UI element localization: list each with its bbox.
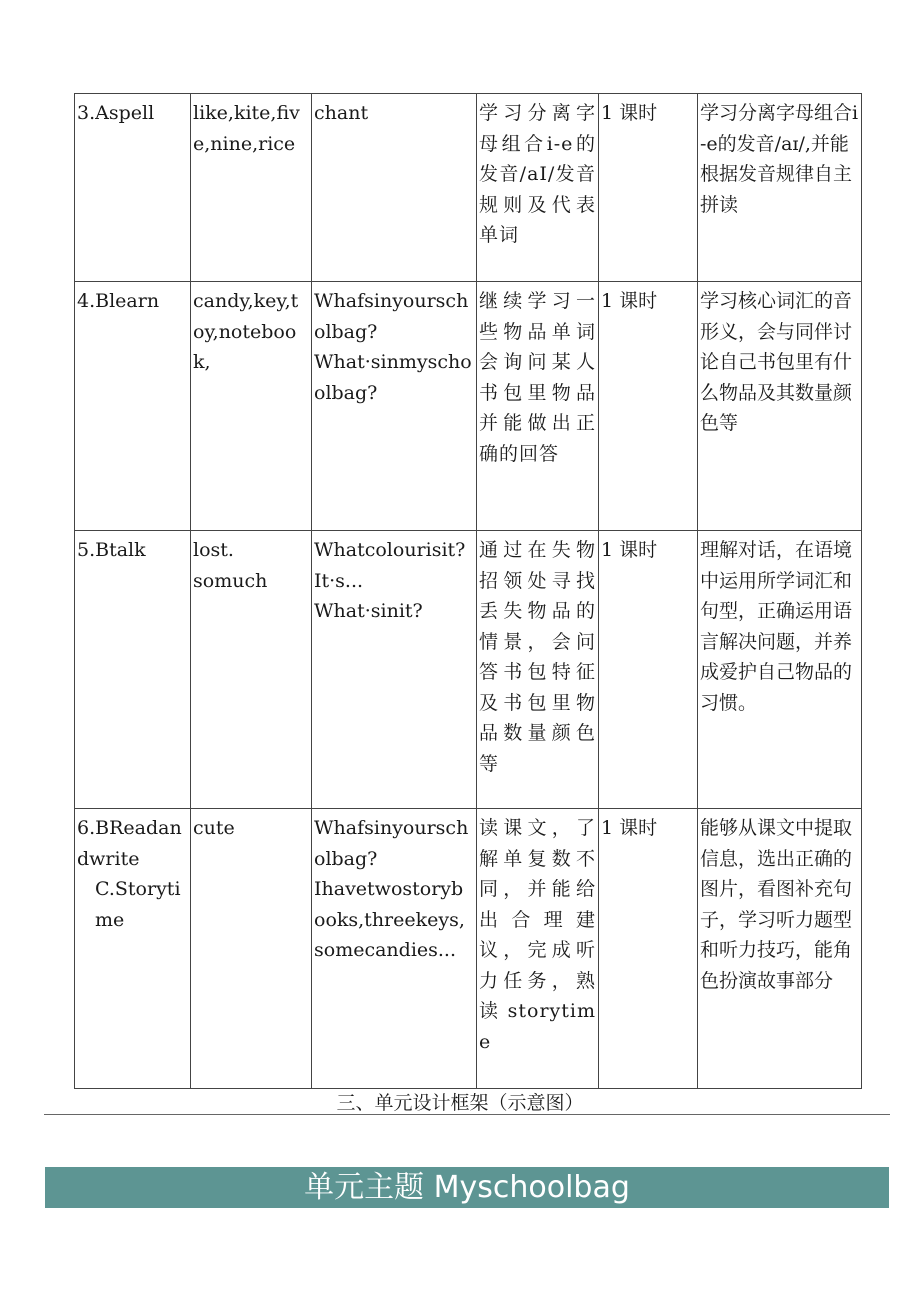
sentences-cell: Whatcolourisit? It·s... What·sinit? (312, 531, 477, 809)
section-caption: 三、单元设计框架（示意图） (336, 1092, 584, 1114)
detail-cell: 学习分离字母组合i-e的发音/aɪ/,并能根据发音规律自主拼读 (698, 94, 862, 282)
table-row (75, 531, 862, 809)
goal-cell: 通过在失物招领处寻找丢失物品的情景，会问答书包特征及书包里物品数量颜色等 (477, 531, 599, 809)
lesson-cell: 6.BReadandwrite C.Storytime (75, 809, 191, 1089)
hours-cell: 1 课时 (599, 94, 698, 282)
words-cell: candy,key,toy,notebook, (191, 282, 312, 531)
lesson-plan-table (74, 93, 862, 1089)
divider (44, 1114, 890, 1115)
goal-cell: 继续学习一些物品单词会询问某人书包里物品并能做出正确的回答 (477, 282, 599, 531)
table-row (75, 809, 862, 1089)
table-row (75, 282, 862, 531)
lesson-cell: 4.Blearn (75, 282, 191, 531)
hours-cell: 1 课时 (599, 282, 698, 531)
hours-cell: 1 课时 (599, 531, 698, 809)
hours-cell: 1 课时 (599, 809, 698, 1089)
goal-cell: 学习分离字母组合i-e的发音/aI/发音规则及代表单词 (477, 94, 599, 282)
lesson-cell: 5.Btalk (75, 531, 191, 809)
detail-cell: 能够从课文中提取信息，选出正确的图片，看图补充句子，学习听力题型和听力技巧，能角色扮演故事部分 (698, 809, 862, 1089)
unit-theme-banner: 单元主题 Myschoolbag (45, 1167, 889, 1208)
lesson-cell: 3.Aspell (75, 94, 191, 282)
detail-cell: 理解对话，在语境中运用所学词汇和句型，正确运用语言解决问题，并养成爱护自己物品的习惯。 (698, 531, 862, 809)
words-cell: cute (191, 809, 312, 1089)
table-row (75, 94, 862, 282)
sentences-cell: Whafsinyourscholbag? Ihavetwostorybooks,threekeys,somecandies... (312, 809, 477, 1089)
sentences-cell: Whafsinyourscholbag? What·sinmyschoolbag? (312, 282, 477, 531)
goal-cell: 读课文，了解单复数不同，并能给出合理建议，完成听力任务，熟读storytime (477, 809, 599, 1089)
words-cell: lost. somuch (191, 531, 312, 809)
detail-cell: 学习核心词汇的音形义，会与同伴讨论自己书包里有什么物品及其数量颜色等 (698, 282, 862, 531)
sentences-cell: chant (312, 94, 477, 282)
words-cell: like,kite,five,nine,rice (191, 94, 312, 282)
